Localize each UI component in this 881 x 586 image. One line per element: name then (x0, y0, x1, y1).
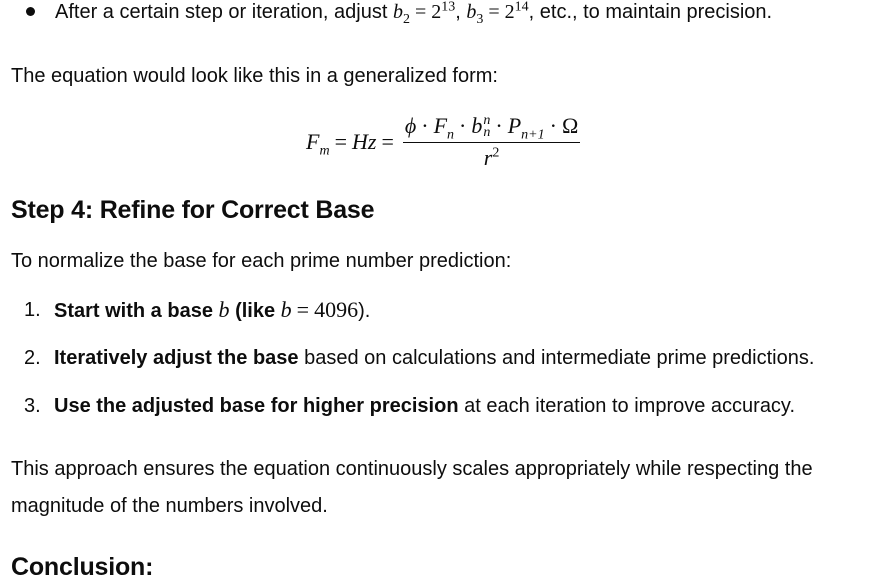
equals-sign: = (414, 1, 427, 23)
approach-paragraph-line1: This approach ensures the equation continuously scales appropriately while respecting the (11, 458, 813, 480)
step4-heading: Step 4: Refine for Correct Base (11, 196, 375, 224)
list-number: 2. (24, 347, 41, 369)
b3-symbol: $b_3$ (466, 1, 484, 27)
fraction-numerator: $\phi \cdot F_n \cdot b$ n n · $P_{n+1} \cdot \Omega$ (404, 112, 579, 142)
equals-sign: = (334, 129, 347, 154)
equation-fraction (403, 113, 580, 172)
two-pow-13: $2^{13}$ (431, 0, 456, 23)
bullet-dot-icon (26, 7, 35, 16)
list-text: Iteratively adjust the base based on calculations and intermediate prime predictions. (54, 347, 815, 369)
list-text: Start with a base b (like b = 4096). (54, 297, 371, 322)
approach-paragraph-line2: magnitude of the numbers involved. (11, 495, 328, 517)
list-item (0, 295, 881, 325)
bullet-prefix: After a certain step or iteration, adjust (55, 1, 388, 23)
equals-sign: = (381, 129, 394, 154)
list-item (0, 343, 881, 373)
equals-sign: = (488, 1, 500, 23)
two-pow-14: $2^{14}$ (504, 0, 529, 23)
comma: , (455, 1, 461, 23)
equation-hz: Hz (352, 129, 377, 154)
step4-intro: To normalize the base for each prime number prediction: (11, 250, 512, 272)
bullet-text (55, 0, 772, 25)
list-number: 1. (24, 299, 41, 321)
display-equation (306, 110, 580, 174)
bullet-item (0, 0, 881, 26)
bullet-suffix: , etc., to maintain precision. (528, 1, 773, 23)
conclusion-heading: Conclusion: (11, 553, 154, 581)
list-text: Use the adjusted base for higher precision at each iteration to improve accuracy. (54, 395, 796, 417)
b2-symbol: $b_2$ (392, 1, 410, 27)
intro-paragraph: The equation would look like this in a generalized form: (11, 65, 498, 87)
list-number: 3. (24, 395, 41, 417)
list-item (0, 391, 881, 421)
fraction-denominator: $r^2$ (483, 145, 500, 171)
equation-lhs: $F_m$ (306, 129, 330, 159)
